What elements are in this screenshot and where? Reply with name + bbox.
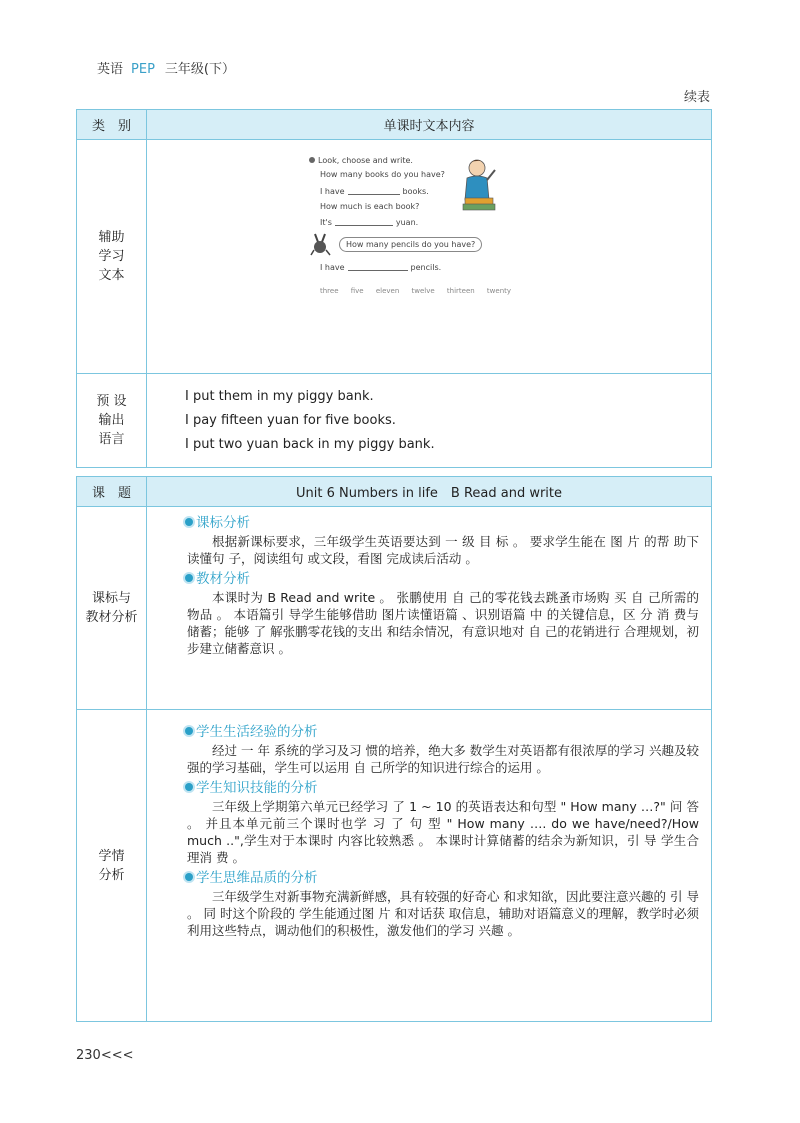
number-word-bank: three five eleven twelve thirteen twenty	[320, 287, 512, 295]
section-dot-icon	[185, 783, 193, 791]
section-paragraph: 经过 一 年 系统的学习及习 惯的培养，绝大多 数学生对英语都有很浓厚的学习 兴趣及较强的学习基础，学生可以运用 自 己所学的知识进行综合的运用 。	[187, 743, 699, 775]
lesson-text-header: 单课时文本内容	[147, 110, 712, 140]
preset-line: I pay fifteen yuan for five books.	[185, 412, 396, 428]
section-heading: 课标分析	[185, 513, 699, 533]
exercise-q1: How many books do you have?	[320, 170, 445, 179]
section-dot-icon	[185, 873, 193, 881]
section-paragraph: 三年级学生对新事物充满新鲜感，具有较强的好奇心 和求知欲，因此要注意兴趣的 引 导 。 同 时这个阶段的 学生能通过图 片 和对话获 取信息，辅助对语篇意义的理解，教学时必须利用这些特点，调动他们的积极性，激发他们的学习 兴趣 。	[187, 889, 699, 938]
analysis-table	[76, 476, 712, 1022]
learner-analysis-label: 学情 分析	[77, 710, 147, 1022]
content-table	[76, 109, 712, 468]
section-dot-icon	[185, 574, 193, 582]
bullet-icon	[309, 157, 315, 163]
section-heading: 学生知识技能的分析	[185, 778, 699, 798]
continued-label: 续表	[683, 90, 710, 105]
running-header	[97, 58, 235, 77]
exercise-line-pencils: I have pencils.	[320, 263, 442, 272]
section-dot-icon	[185, 727, 193, 735]
section-paragraph: 根据新课标要求，三年级学生英语要达到 一 级 目 标 。 要求学生能在 图 片 的帮 助下读懂句 子，阅读组句 或文段，看图 完成读后活动 。	[187, 534, 699, 566]
edition: PEP	[131, 62, 155, 77]
exercise-cell	[147, 140, 712, 374]
grade: 三年级(下）	[164, 62, 235, 77]
preset-line: I put them in my piggy bank.	[185, 388, 374, 404]
exercise-image	[309, 156, 549, 301]
section-heading: 学生思维品质的分析	[185, 868, 699, 888]
learner-analysis-cell	[147, 710, 712, 1022]
preset-output-label: 预 设 输出 语言	[77, 374, 147, 468]
section-paragraph: 三年级上学期第六单元已经学习 了 1 ~ 10 的英语表达和句型 " How many …?" 问 答 。 并且本单元前三个课时也学 习 了 句 型 " How many …. do we have/need?/How much ..",学生对于本课时 内容比较熟悉 。 本课时计算储蓄的结余为新知识，引 导 学生合理消 费 。	[187, 799, 699, 865]
curriculum-cell	[147, 507, 712, 710]
speech-bubble: How many pencils do you have?	[339, 237, 482, 252]
section-heading: 教材分析	[185, 569, 699, 589]
exercise-line-books: I have books.	[320, 187, 429, 196]
topic-header: 课 题	[77, 477, 147, 507]
preset-line: I put two yuan back in my piggy bank.	[185, 436, 435, 452]
section-paragraph: 本课时为 B Read and write 。 张鹏使用 自 己的零花钱去跳蚤市场购 买 自 己所需的物品 。 本语篇引 导学生能够借助 图片读懂语篇 、识别语篇 中 的关键信息，区 分 消 费与储蓄；能够 了 解张鹏零花钱的支出 和结余情况，有意识地对 自 己的花销进行 合理规划，初步建立储蓄意识 。	[187, 590, 699, 656]
category-header: 类 别	[77, 110, 147, 140]
curriculum-label: 课标与 教材分析	[77, 507, 147, 710]
topic-title: Unit 6 Numbers in life B Read and write	[147, 477, 712, 507]
rabbit-icon	[309, 232, 333, 256]
preset-output-lines	[147, 374, 712, 468]
section-dot-icon	[185, 518, 193, 526]
exercise-line-yuan: It's yuan.	[320, 218, 419, 227]
aux-text-label: 辅助 学习 文本	[77, 140, 147, 374]
exercise-heading: Look, choose and write.	[318, 156, 413, 165]
exercise-q2: How much is each book?	[320, 202, 420, 211]
page-number: 230<<<	[76, 1048, 134, 1063]
boy-with-books-icon	[459, 156, 501, 214]
section-heading: 学生生活经验的分析	[185, 722, 699, 742]
subject: 英语	[97, 62, 124, 77]
